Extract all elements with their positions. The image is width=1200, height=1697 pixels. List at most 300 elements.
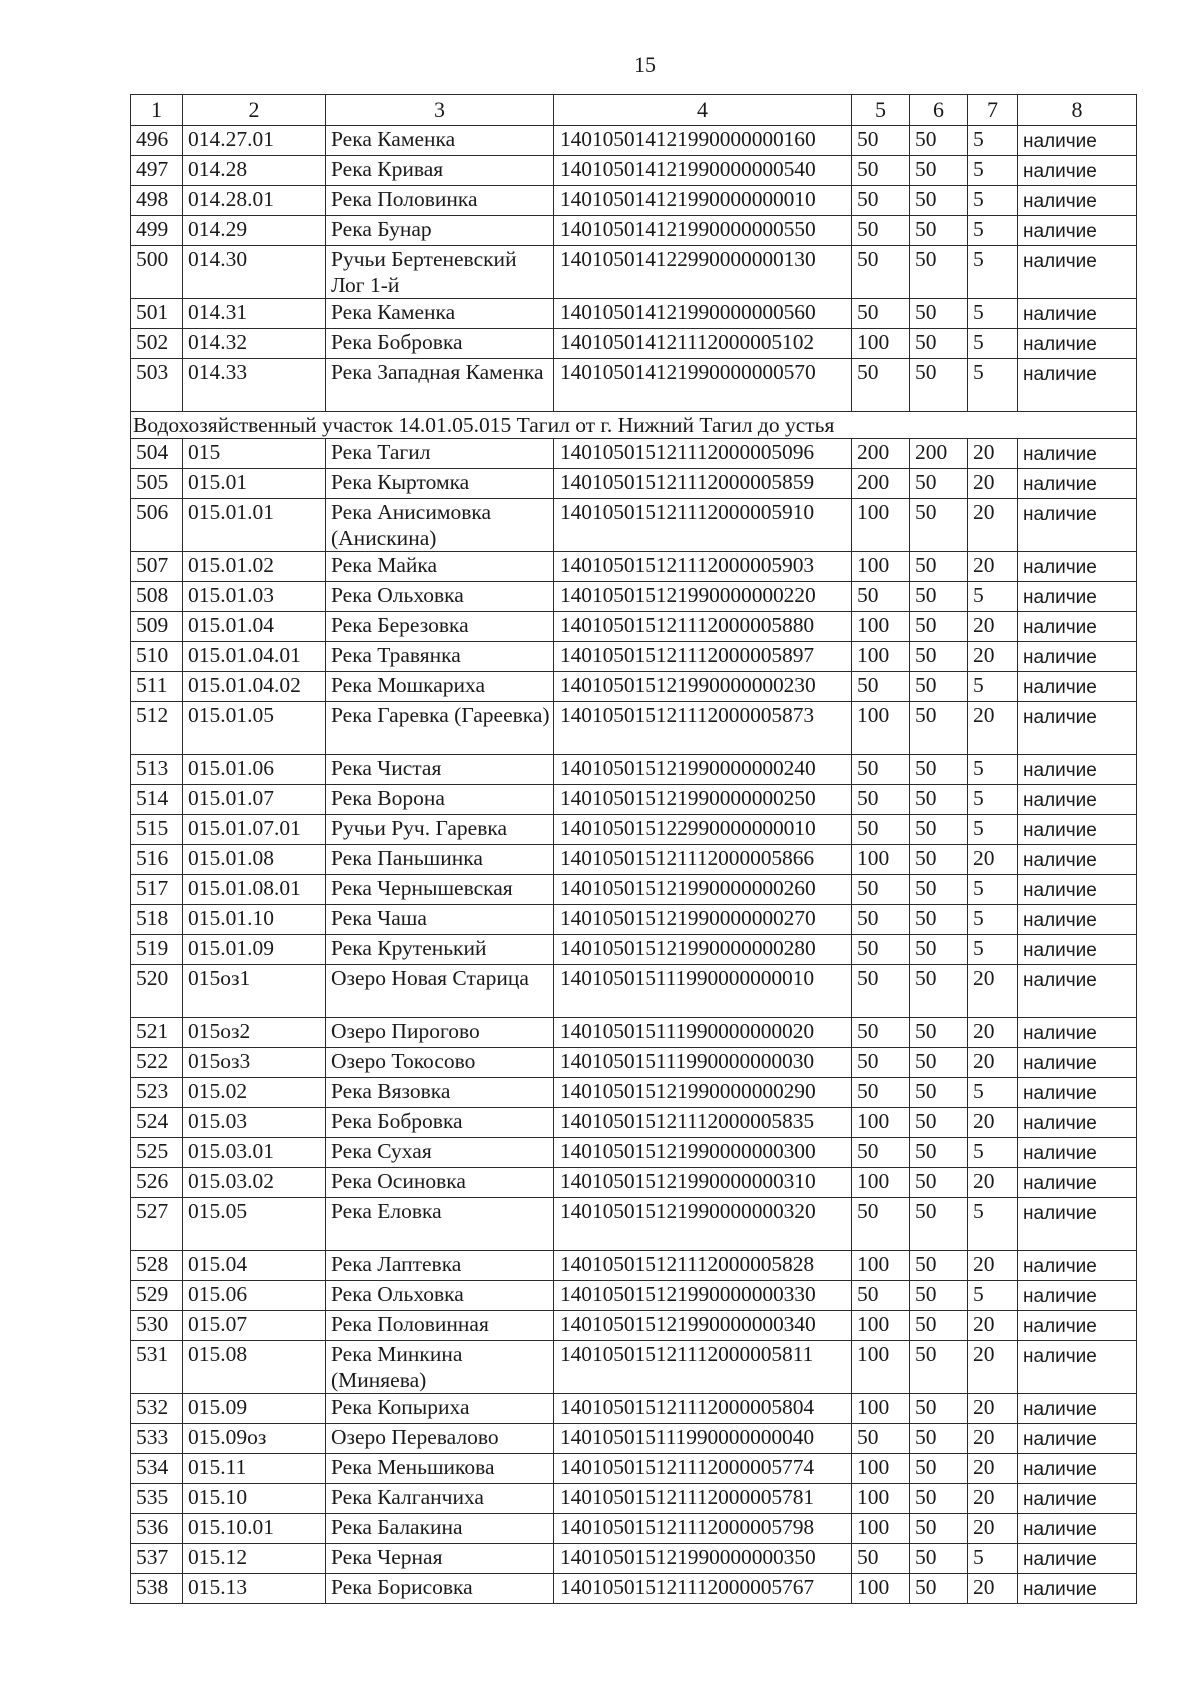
row-number-cell: 499 bbox=[131, 216, 183, 246]
col6-cell: 50 bbox=[910, 702, 968, 755]
col6-cell: 50 bbox=[910, 1484, 968, 1514]
col6-cell: 50 bbox=[910, 329, 968, 359]
table-row bbox=[131, 1574, 1137, 1604]
id-cell: 140105014121990000000160 bbox=[554, 126, 852, 156]
name-cell: Река Борисовка bbox=[326, 1574, 554, 1604]
col7-cell: 20 bbox=[968, 1018, 1018, 1048]
status-cell: наличие bbox=[1018, 1311, 1137, 1341]
col6-cell: 50 bbox=[910, 1394, 968, 1424]
header-cell: 5 bbox=[852, 95, 910, 126]
col7-cell: 20 bbox=[968, 1484, 1018, 1514]
code-cell: 015.01.04.02 bbox=[183, 672, 326, 702]
col7-cell: 20 bbox=[968, 965, 1018, 1018]
table-row bbox=[131, 965, 1137, 1018]
table-row bbox=[131, 875, 1137, 905]
table-row bbox=[131, 552, 1137, 582]
col7-cell: 5 bbox=[968, 815, 1018, 845]
name-cell: Река Чернышевская bbox=[326, 875, 554, 905]
col5-cell: 50 bbox=[852, 186, 910, 216]
name-cell: Река Минкина (Миняева) bbox=[326, 1341, 554, 1394]
table-row bbox=[131, 1078, 1137, 1108]
status-cell: наличие bbox=[1018, 1108, 1137, 1138]
table-row bbox=[131, 1311, 1137, 1341]
name-cell: Ручьи Бертеневский Лог 1-й bbox=[326, 246, 554, 299]
row-number-cell: 534 bbox=[131, 1454, 183, 1484]
col6-cell: 50 bbox=[910, 1108, 968, 1138]
table-row bbox=[131, 126, 1137, 156]
col6-cell: 50 bbox=[910, 1574, 968, 1604]
name-cell: Река Паньшинка bbox=[326, 845, 554, 875]
water-bodies-table bbox=[130, 94, 1137, 1604]
col7-cell: 5 bbox=[968, 755, 1018, 785]
name-cell: Река Чистая bbox=[326, 755, 554, 785]
table-row bbox=[131, 1138, 1137, 1168]
col5-cell: 50 bbox=[852, 156, 910, 186]
col5-cell: 50 bbox=[852, 126, 910, 156]
col7-cell: 5 bbox=[968, 875, 1018, 905]
row-number-cell: 526 bbox=[131, 1168, 183, 1198]
name-cell: Река Калганчиха bbox=[326, 1484, 554, 1514]
id-cell: 140105014121990000000540 bbox=[554, 156, 852, 186]
id-cell: 140105015121112000005873 bbox=[554, 702, 852, 755]
name-cell: Озеро Пирогово bbox=[326, 1018, 554, 1048]
id-cell: 140105015121990000000330 bbox=[554, 1281, 852, 1311]
col6-cell: 50 bbox=[910, 785, 968, 815]
code-cell: 015.04 bbox=[183, 1251, 326, 1281]
code-cell: 015.01.08.01 bbox=[183, 875, 326, 905]
code-cell: 015.11 bbox=[183, 1454, 326, 1484]
row-number-cell: 511 bbox=[131, 672, 183, 702]
col5-cell: 50 bbox=[852, 965, 910, 1018]
col6-cell: 50 bbox=[910, 216, 968, 246]
name-cell: Река Вязовка bbox=[326, 1078, 554, 1108]
col5-cell: 50 bbox=[852, 905, 910, 935]
name-cell: Река Копыриха bbox=[326, 1394, 554, 1424]
col7-cell: 5 bbox=[968, 582, 1018, 612]
status-cell: наличие bbox=[1018, 1514, 1137, 1544]
table-row bbox=[131, 1454, 1137, 1484]
status-cell: наличие bbox=[1018, 755, 1137, 785]
col5-cell: 50 bbox=[852, 1424, 910, 1454]
col5-cell: 100 bbox=[852, 1251, 910, 1281]
col5-cell: 100 bbox=[852, 1108, 910, 1138]
status-cell: наличие bbox=[1018, 1168, 1137, 1198]
col7-cell: 5 bbox=[968, 672, 1018, 702]
col6-cell: 50 bbox=[910, 965, 968, 1018]
col7-cell: 5 bbox=[968, 156, 1018, 186]
table-row bbox=[131, 499, 1137, 552]
col5-cell: 50 bbox=[852, 755, 910, 785]
id-cell: 140105014121990000000560 bbox=[554, 299, 852, 329]
row-number-cell: 522 bbox=[131, 1048, 183, 1078]
col7-cell: 20 bbox=[968, 499, 1018, 552]
table-row bbox=[131, 702, 1137, 755]
name-cell: Река Крутенький bbox=[326, 935, 554, 965]
status-cell: наличие bbox=[1018, 785, 1137, 815]
id-cell: 140105015121112000005859 bbox=[554, 469, 852, 499]
col6-cell: 50 bbox=[910, 582, 968, 612]
id-cell: 140105015121112000005903 bbox=[554, 552, 852, 582]
name-cell: Река Бобровка bbox=[326, 1108, 554, 1138]
col5-cell: 50 bbox=[852, 875, 910, 905]
col5-cell: 100 bbox=[852, 612, 910, 642]
id-cell: 140105015121112000005096 bbox=[554, 439, 852, 469]
header-cell: 1 bbox=[131, 95, 183, 126]
code-cell: 015 bbox=[183, 439, 326, 469]
col5-cell: 50 bbox=[852, 359, 910, 412]
row-number-cell: 505 bbox=[131, 469, 183, 499]
code-cell: 015.01.10 bbox=[183, 905, 326, 935]
row-number-cell: 519 bbox=[131, 935, 183, 965]
col5-cell: 100 bbox=[852, 1311, 910, 1341]
col7-cell: 20 bbox=[968, 1424, 1018, 1454]
name-cell: Река Березовка bbox=[326, 612, 554, 642]
col6-cell: 50 bbox=[910, 1311, 968, 1341]
table-row bbox=[131, 1108, 1137, 1138]
id-cell: 140105015122990000000010 bbox=[554, 815, 852, 845]
col6-cell: 50 bbox=[910, 875, 968, 905]
status-cell: наличие bbox=[1018, 672, 1137, 702]
code-cell: 015.08 bbox=[183, 1341, 326, 1394]
name-cell: Река Тагил bbox=[326, 439, 554, 469]
status-cell: наличие bbox=[1018, 875, 1137, 905]
name-cell: Река Балакина bbox=[326, 1514, 554, 1544]
name-cell: Река Половинная bbox=[326, 1311, 554, 1341]
row-number-cell: 528 bbox=[131, 1251, 183, 1281]
row-number-cell: 523 bbox=[131, 1078, 183, 1108]
row-number-cell: 521 bbox=[131, 1018, 183, 1048]
id-cell: 140105015121112000005774 bbox=[554, 1454, 852, 1484]
code-cell: 015.01.04.01 bbox=[183, 642, 326, 672]
col6-cell: 50 bbox=[910, 755, 968, 785]
name-cell: Река Западная Каменка bbox=[326, 359, 554, 412]
col7-cell: 5 bbox=[968, 299, 1018, 329]
row-number-cell: 514 bbox=[131, 785, 183, 815]
code-cell: 014.33 bbox=[183, 359, 326, 412]
col5-cell: 50 bbox=[852, 785, 910, 815]
id-cell: 140105015121990000000340 bbox=[554, 1311, 852, 1341]
header-cell: 7 bbox=[968, 95, 1018, 126]
id-cell: 140105015121112000005804 bbox=[554, 1394, 852, 1424]
col6-cell: 50 bbox=[910, 815, 968, 845]
name-cell: Река Осиновка bbox=[326, 1168, 554, 1198]
status-cell: наличие bbox=[1018, 1281, 1137, 1311]
col6-cell: 50 bbox=[910, 1048, 968, 1078]
col7-cell: 5 bbox=[968, 216, 1018, 246]
header-cell: 4 bbox=[554, 95, 852, 126]
col6-cell: 50 bbox=[910, 642, 968, 672]
id-cell: 140105015121990000000250 bbox=[554, 785, 852, 815]
table-row bbox=[131, 469, 1137, 499]
id-cell: 140105015111990000000020 bbox=[554, 1018, 852, 1048]
table-row bbox=[131, 1048, 1137, 1078]
col6-cell: 50 bbox=[910, 186, 968, 216]
name-cell: Река Мошкариха bbox=[326, 672, 554, 702]
code-cell: 014.32 bbox=[183, 329, 326, 359]
id-cell: 140105015121990000000320 bbox=[554, 1198, 852, 1251]
row-number-cell: 515 bbox=[131, 815, 183, 845]
col5-cell: 50 bbox=[852, 1078, 910, 1108]
code-cell: 015.01.01 bbox=[183, 499, 326, 552]
col7-cell: 5 bbox=[968, 246, 1018, 299]
name-cell: Река Меньшикова bbox=[326, 1454, 554, 1484]
row-number-cell: 531 bbox=[131, 1341, 183, 1394]
table-row bbox=[131, 1198, 1137, 1251]
table-row bbox=[131, 935, 1137, 965]
status-cell: наличие bbox=[1018, 246, 1137, 299]
status-cell: наличие bbox=[1018, 552, 1137, 582]
name-cell: Река Еловка bbox=[326, 1198, 554, 1251]
row-number-cell: 509 bbox=[131, 612, 183, 642]
col6-cell: 50 bbox=[910, 156, 968, 186]
col6-cell: 50 bbox=[910, 1168, 968, 1198]
col6-cell: 200 bbox=[910, 439, 968, 469]
code-cell: 015.01.05 bbox=[183, 702, 326, 755]
col6-cell: 50 bbox=[910, 935, 968, 965]
code-cell: 014.28.01 bbox=[183, 186, 326, 216]
col5-cell: 100 bbox=[852, 1168, 910, 1198]
col6-cell: 50 bbox=[910, 359, 968, 412]
status-cell: наличие bbox=[1018, 1198, 1137, 1251]
name-cell: Река Майка bbox=[326, 552, 554, 582]
col6-cell: 50 bbox=[910, 1544, 968, 1574]
table-row bbox=[131, 329, 1137, 359]
col6-cell: 50 bbox=[910, 469, 968, 499]
name-cell: Река Бунар bbox=[326, 216, 554, 246]
status-cell: наличие bbox=[1018, 1484, 1137, 1514]
id-cell: 140105014121990000000550 bbox=[554, 216, 852, 246]
col7-cell: 5 bbox=[968, 329, 1018, 359]
col6-cell: 50 bbox=[910, 1198, 968, 1251]
table-row bbox=[131, 845, 1137, 875]
col6-cell: 50 bbox=[910, 1018, 968, 1048]
col5-cell: 100 bbox=[852, 642, 910, 672]
name-cell: Озеро Новая Старица bbox=[326, 965, 554, 1018]
col7-cell: 5 bbox=[968, 785, 1018, 815]
code-cell: 015.01.07 bbox=[183, 785, 326, 815]
col6-cell: 50 bbox=[910, 126, 968, 156]
name-cell: Река Лаптевка bbox=[326, 1251, 554, 1281]
code-cell: 015.02 bbox=[183, 1078, 326, 1108]
code-cell: 015.01.08 bbox=[183, 845, 326, 875]
row-number-cell: 513 bbox=[131, 755, 183, 785]
name-cell: Река Чаша bbox=[326, 905, 554, 935]
id-cell: 140105015111990000000040 bbox=[554, 1424, 852, 1454]
col5-cell: 50 bbox=[852, 1138, 910, 1168]
table-row bbox=[131, 785, 1137, 815]
status-cell: наличие bbox=[1018, 359, 1137, 412]
section-title: Водохозяйственный участок 14.01.05.015 Тагил от г. Нижний Тагил до устья bbox=[131, 412, 1137, 439]
col7-cell: 5 bbox=[968, 1544, 1018, 1574]
col7-cell: 20 bbox=[968, 1048, 1018, 1078]
col5-cell: 100 bbox=[852, 499, 910, 552]
code-cell: 015.05 bbox=[183, 1198, 326, 1251]
status-cell: наличие bbox=[1018, 702, 1137, 755]
status-cell: наличие bbox=[1018, 642, 1137, 672]
status-cell: наличие bbox=[1018, 1544, 1137, 1574]
row-number-cell: 507 bbox=[131, 552, 183, 582]
row-number-cell: 498 bbox=[131, 186, 183, 216]
name-cell: Озеро Токосово bbox=[326, 1048, 554, 1078]
code-cell: 014.27.01 bbox=[183, 126, 326, 156]
table-body bbox=[131, 95, 1137, 1604]
id-cell: 140105015121112000005811 bbox=[554, 1341, 852, 1394]
status-cell: наличие bbox=[1018, 935, 1137, 965]
status-cell: наличие bbox=[1018, 499, 1137, 552]
status-cell: наличие bbox=[1018, 1424, 1137, 1454]
col7-cell: 20 bbox=[968, 439, 1018, 469]
code-cell: 015.10.01 bbox=[183, 1514, 326, 1544]
code-cell: 015.03.02 bbox=[183, 1168, 326, 1198]
col5-cell: 100 bbox=[852, 702, 910, 755]
col6-cell: 50 bbox=[910, 246, 968, 299]
col7-cell: 5 bbox=[968, 1281, 1018, 1311]
id-cell: 140105015111990000000010 bbox=[554, 965, 852, 1018]
code-cell: 015.13 bbox=[183, 1574, 326, 1604]
col5-cell: 100 bbox=[852, 1394, 910, 1424]
row-number-cell: 538 bbox=[131, 1574, 183, 1604]
table-row bbox=[131, 1424, 1137, 1454]
status-cell: наличие bbox=[1018, 299, 1137, 329]
col7-cell: 20 bbox=[968, 1514, 1018, 1544]
status-cell: наличие bbox=[1018, 1454, 1137, 1484]
table-row bbox=[131, 246, 1137, 299]
status-cell: наличие bbox=[1018, 216, 1137, 246]
name-cell: Река Бобровка bbox=[326, 329, 554, 359]
table-row bbox=[131, 186, 1137, 216]
id-cell: 140105015121112000005828 bbox=[554, 1251, 852, 1281]
row-number-cell: 504 bbox=[131, 439, 183, 469]
table-row bbox=[131, 299, 1137, 329]
col5-cell: 100 bbox=[852, 845, 910, 875]
col7-cell: 20 bbox=[968, 642, 1018, 672]
col5-cell: 100 bbox=[852, 1484, 910, 1514]
table-row bbox=[131, 1544, 1137, 1574]
row-number-cell: 516 bbox=[131, 845, 183, 875]
status-cell: наличие bbox=[1018, 1018, 1137, 1048]
row-number-cell: 510 bbox=[131, 642, 183, 672]
table-row bbox=[131, 1484, 1137, 1514]
row-number-cell: 536 bbox=[131, 1514, 183, 1544]
table-row bbox=[131, 1341, 1137, 1394]
col5-cell: 200 bbox=[852, 469, 910, 499]
table-row bbox=[131, 359, 1137, 412]
name-cell: Ручьи Руч. Гаревка bbox=[326, 815, 554, 845]
name-cell: Река Половинка bbox=[326, 186, 554, 216]
col6-cell: 50 bbox=[910, 1078, 968, 1108]
name-cell: Река Каменка bbox=[326, 299, 554, 329]
col6-cell: 50 bbox=[910, 499, 968, 552]
col6-cell: 50 bbox=[910, 905, 968, 935]
name-cell: Река Ольховка bbox=[326, 582, 554, 612]
code-cell: 015.01.09 bbox=[183, 935, 326, 965]
col7-cell: 20 bbox=[968, 1574, 1018, 1604]
id-cell: 140105015121990000000270 bbox=[554, 905, 852, 935]
table-row bbox=[131, 642, 1137, 672]
status-cell: наличие bbox=[1018, 1341, 1137, 1394]
row-number-cell: 532 bbox=[131, 1394, 183, 1424]
row-number-cell: 520 bbox=[131, 965, 183, 1018]
name-cell: Река Анисимовка (Анискина) bbox=[326, 499, 554, 552]
code-cell: 015.01.02 bbox=[183, 552, 326, 582]
col6-cell: 50 bbox=[910, 1454, 968, 1484]
table-row bbox=[131, 612, 1137, 642]
code-cell: 015.12 bbox=[183, 1544, 326, 1574]
col5-cell: 50 bbox=[852, 935, 910, 965]
row-number-cell: 497 bbox=[131, 156, 183, 186]
col7-cell: 5 bbox=[968, 905, 1018, 935]
status-cell: наличие bbox=[1018, 186, 1137, 216]
id-cell: 140105015121112000005798 bbox=[554, 1514, 852, 1544]
col7-cell: 5 bbox=[968, 359, 1018, 412]
status-cell: наличие bbox=[1018, 1394, 1137, 1424]
name-cell: Река Каменка bbox=[326, 126, 554, 156]
status-cell: наличие bbox=[1018, 1138, 1137, 1168]
id-cell: 140105014121112000005102 bbox=[554, 329, 852, 359]
header-cell: 2 bbox=[183, 95, 326, 126]
col7-cell: 20 bbox=[968, 702, 1018, 755]
name-cell: Река Ворона bbox=[326, 785, 554, 815]
row-number-cell: 500 bbox=[131, 246, 183, 299]
id-cell: 140105014121990000000010 bbox=[554, 186, 852, 216]
status-cell: наличие bbox=[1018, 905, 1137, 935]
status-cell: наличие bbox=[1018, 1078, 1137, 1108]
row-number-cell: 506 bbox=[131, 499, 183, 552]
col7-cell: 20 bbox=[968, 1341, 1018, 1394]
name-cell: Река Черная bbox=[326, 1544, 554, 1574]
row-number-cell: 518 bbox=[131, 905, 183, 935]
id-cell: 140105015121990000000350 bbox=[554, 1544, 852, 1574]
row-number-cell: 503 bbox=[131, 359, 183, 412]
name-cell: Река Ольховка bbox=[326, 1281, 554, 1311]
table-row bbox=[131, 582, 1137, 612]
col6-cell: 50 bbox=[910, 612, 968, 642]
id-cell: 140105015121112000005880 bbox=[554, 612, 852, 642]
id-cell: 140105015121990000000240 bbox=[554, 755, 852, 785]
col5-cell: 100 bbox=[852, 1514, 910, 1544]
id-cell: 140105014121990000000570 bbox=[554, 359, 852, 412]
table-row bbox=[131, 755, 1137, 785]
name-cell: Река Травянка bbox=[326, 642, 554, 672]
row-number-cell: 535 bbox=[131, 1484, 183, 1514]
code-cell: 015.09оз bbox=[183, 1424, 326, 1454]
col5-cell: 50 bbox=[852, 246, 910, 299]
code-cell: 014.28 bbox=[183, 156, 326, 186]
row-number-cell: 525 bbox=[131, 1138, 183, 1168]
code-cell: 015.01 bbox=[183, 469, 326, 499]
col5-cell: 50 bbox=[852, 1018, 910, 1048]
code-cell: 015.01.04 bbox=[183, 612, 326, 642]
header-cell: 3 bbox=[326, 95, 554, 126]
id-cell: 140105015121990000000260 bbox=[554, 875, 852, 905]
col7-cell: 20 bbox=[968, 1251, 1018, 1281]
col5-cell: 50 bbox=[852, 299, 910, 329]
code-cell: 015.07 bbox=[183, 1311, 326, 1341]
col7-cell: 5 bbox=[968, 935, 1018, 965]
col6-cell: 50 bbox=[910, 1138, 968, 1168]
col7-cell: 5 bbox=[968, 1198, 1018, 1251]
table-row bbox=[131, 216, 1137, 246]
status-cell: наличие bbox=[1018, 1048, 1137, 1078]
status-cell: наличие bbox=[1018, 965, 1137, 1018]
status-cell: наличие bbox=[1018, 1574, 1137, 1604]
col6-cell: 50 bbox=[910, 1514, 968, 1544]
id-cell: 140105015121112000005866 bbox=[554, 845, 852, 875]
table-row bbox=[131, 672, 1137, 702]
id-cell: 140105015121112000005781 bbox=[554, 1484, 852, 1514]
section-header-row bbox=[131, 412, 1137, 439]
col5-cell: 100 bbox=[852, 1574, 910, 1604]
